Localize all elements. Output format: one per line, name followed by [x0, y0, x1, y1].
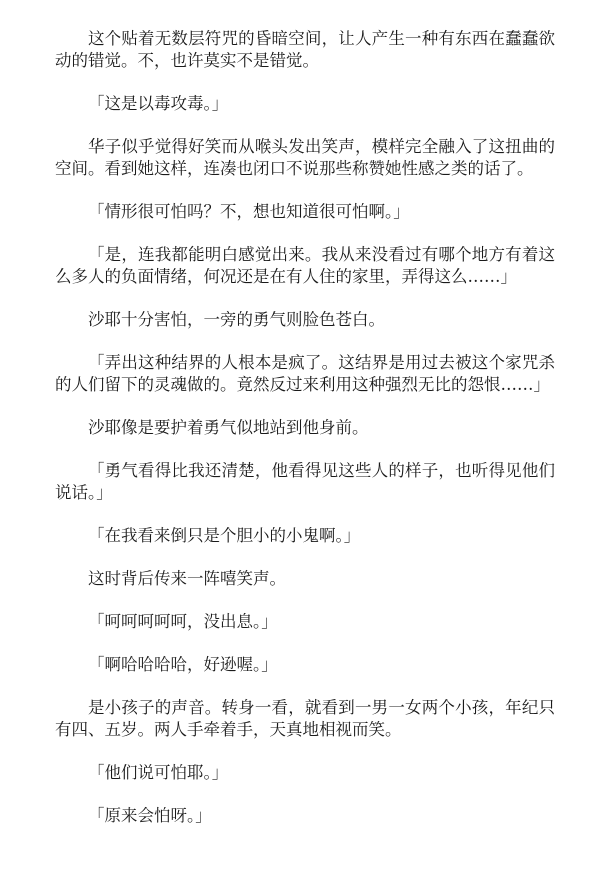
dialogue-line: 「他们说可怕耶。」 — [88, 763, 229, 782]
paragraph: 华子似乎觉得好笑而从喉头发出笑声，模样完全融入了这扭曲的空间。看到她这样，连凑也闭口不说那些称赞她性感之类的话了。 — [55, 137, 555, 178]
paragraph: 这时背后传来一阵嘻笑声。 — [88, 569, 286, 588]
dialogue-line: 「啊哈哈哈哈，好逊喔。」 — [88, 655, 278, 674]
dialogue-line: 「弄出这种结界的人根本是疯了。这结界是用过去被这个家咒杀的人们留下的灵魂做的。竟然反过来利用这种强烈无比的怨恨……」 — [55, 353, 555, 394]
page-body — [55, 28, 555, 848]
paragraph: 沙耶像是要护着勇气似地站到他身前。 — [88, 418, 369, 437]
paragraph: 是小孩子的声音。转身一看，就看到一男一女两个小孩，年纪只有四、五岁。两人手牵着手，天真地相视而笑。 — [55, 698, 555, 739]
paragraph: 沙耶十分害怕，一旁的勇气则脸色苍白。 — [88, 310, 385, 329]
dialogue-line: 「在我看来倒只是个胆小的小鬼啊。」 — [88, 526, 361, 545]
dialogue-line: 「勇气看得比我还清楚，他看得见这些人的样子，也听得见他们说话。」 — [55, 461, 555, 502]
dialogue-line: 「这是以毒攻毒。」 — [88, 94, 229, 113]
dialogue-line: 「原来会怕呀。」 — [88, 806, 212, 825]
paragraph: 这个贴着无数层符咒的昏暗空间，让人产生一种有东西在蠢蠢欲动的错觉。不，也许莫实不是错觉。 — [55, 29, 555, 70]
dialogue-line: 「呵呵呵呵呵，没出息。」 — [88, 612, 278, 631]
dialogue-line: 「是，连我都能明白感觉出来。我从来没看过有哪个地方有着这么多人的负面情绪，何况还是在有人住的家里，弄得这么……」 — [55, 245, 555, 286]
dialogue-line: 「情形很可怕吗？不，想也知道很可怕啊。」 — [88, 202, 410, 221]
